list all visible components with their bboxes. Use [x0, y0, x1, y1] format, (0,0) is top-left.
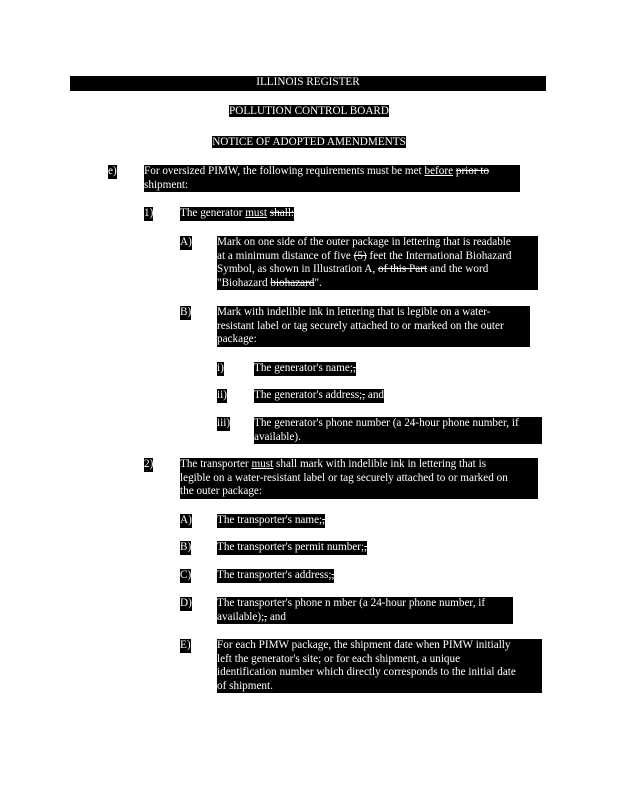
item-label-2a: A) — [180, 514, 192, 526]
item-label-2d: D) — [180, 597, 192, 609]
item-label-1a: A) — [180, 236, 192, 248]
item-label-1bii: ii) — [217, 389, 227, 401]
item-2b-text: The transporter's permit number;, — [217, 541, 367, 553]
board-name: POLLUTION CONTROL BOARD — [229, 105, 389, 117]
register-title: ILLINOIS REGISTER — [256, 76, 360, 88]
section-e-text: For oversized PIMW, the following requirements must be met before prior to shipment: — [144, 165, 520, 192]
item-2d-text: The transporter's phone n mber (a 24-hour phone number, if available);, and — [217, 597, 513, 624]
inserted-text: before — [424, 165, 454, 177]
notice-title: NOTICE OF ADOPTED AMENDMENTS — [212, 136, 406, 148]
item-label-2c: C) — [180, 569, 192, 581]
item-2-text: The transporter must shall mark with indelible ink in lettering that is legible on a water-resistant label or tag securely attached to or marked on the outer package: — [180, 458, 538, 499]
item-1bi-text: The generator's name;, — [254, 362, 356, 374]
deleted-text: prior to — [455, 165, 490, 177]
item-1-text: The generator must shall: — [180, 207, 295, 219]
item-1biii-text: The generator's phone number (a 24-hour phone number, if available). — [254, 417, 542, 444]
item-1bii-text: The generator's address;, and — [254, 389, 385, 401]
header-rule — [70, 90, 546, 91]
item-label-1biii: iii) — [217, 417, 231, 429]
register-header-bar — [70, 76, 546, 90]
item-2a-text: The transporter's name;, — [217, 514, 325, 526]
item-2c-text: The transporter's address;, — [217, 569, 335, 581]
item-label-2b: B) — [180, 541, 192, 553]
item-label-2: 2) — [144, 458, 154, 470]
item-label-1b: B) — [180, 306, 192, 318]
item-1b-text: Mark with indelible ink in lettering that is legible on a water- resistant label or tag securely attached to or marked on the outer package: — [217, 306, 530, 347]
item-label-2e: E) — [180, 639, 191, 651]
item-2e-text: For each PIMW package, the shipment date when PIMW initially left the generator's site; or for each shipment, a unique identification number which directly corresponds to the initial date of shipment. — [217, 639, 542, 693]
item-1a-text: Mark on one side of the outer package in lettering that is readable at a minimum distance of five (5) feet the International Biohazard Symbol, as shown in Illustration A, of this Part and the word "Biohazard biohazard". — [217, 236, 538, 290]
section-label-e: e) — [108, 165, 117, 177]
item-label-1: 1) — [144, 207, 154, 219]
item-label-1bi: i) — [217, 362, 224, 374]
